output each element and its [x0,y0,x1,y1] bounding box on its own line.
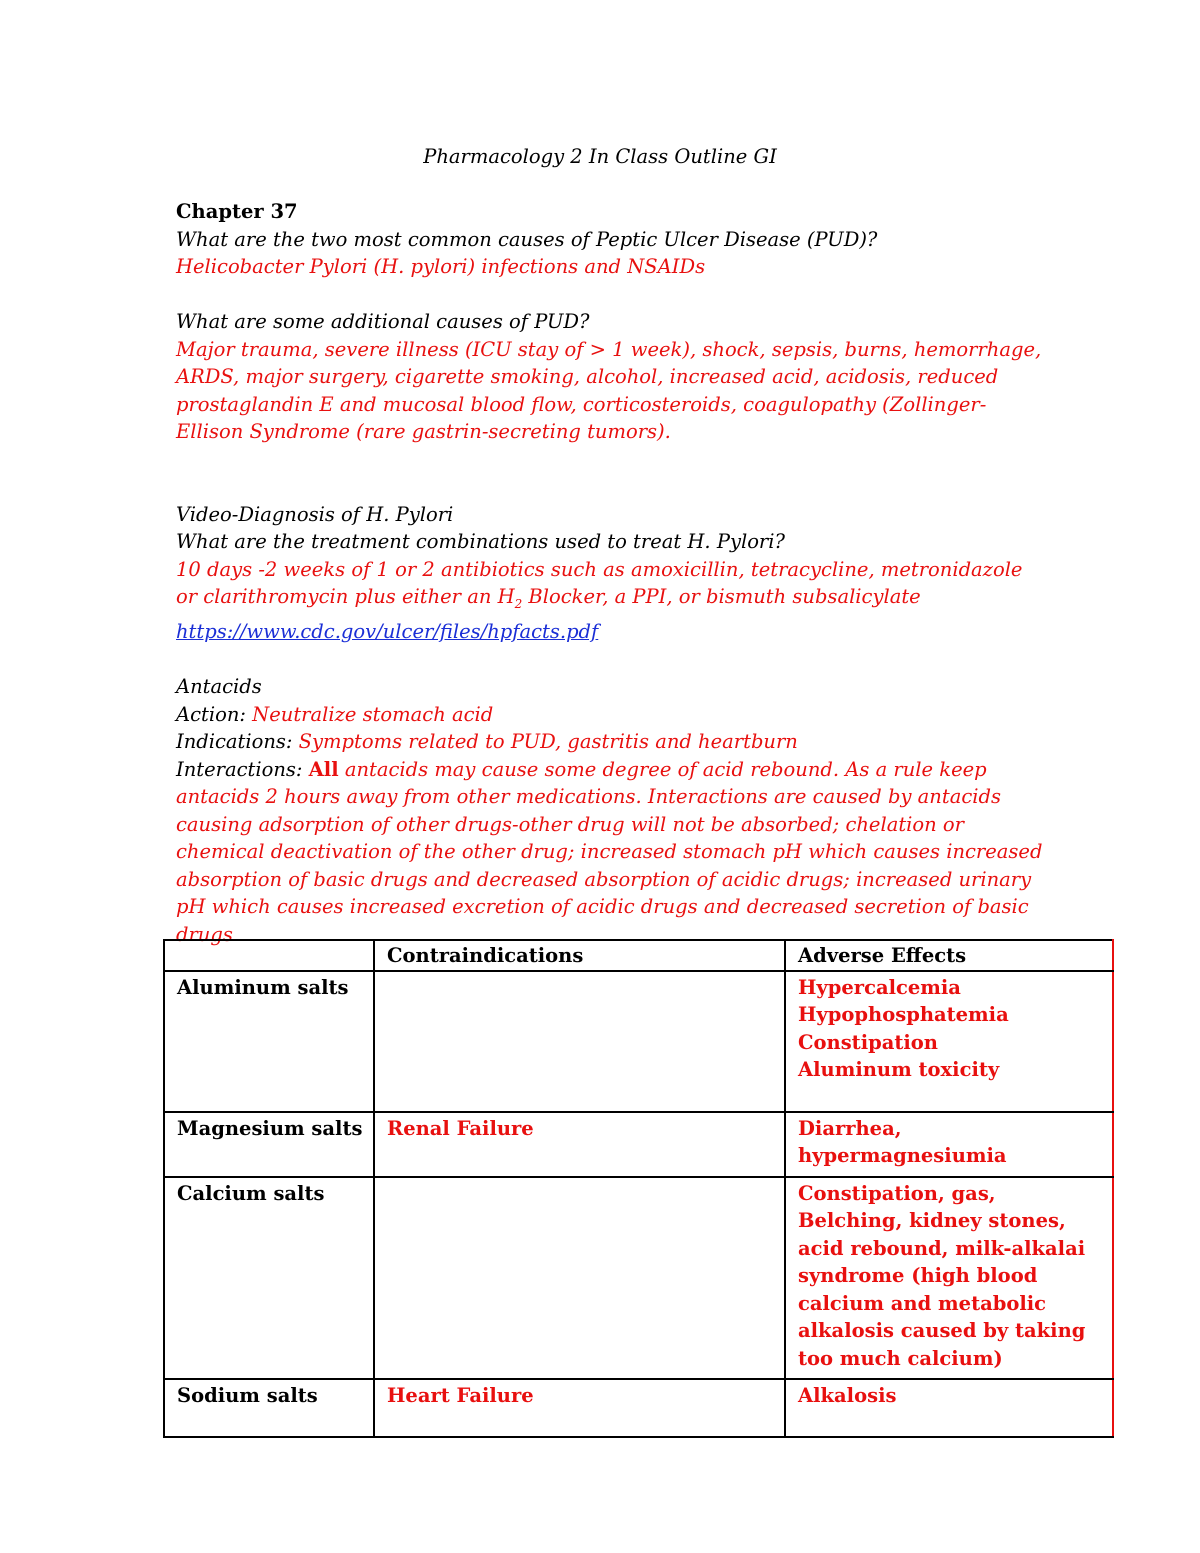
adverse-effects: Diarrhea, hypermagnesiumia [785,1112,1113,1177]
answer-additional-causes-line: Ellison Syndrome (rare gastrin-secreting tumors). [176,420,671,443]
interactions-line: causing adsorption of other drugs-other drug will not be absorbed; chelation or [176,812,964,836]
antacids-indications: Indications: Symptoms related to PUD, gastritis and heartburn [176,730,798,754]
table-header-row [164,940,1113,971]
table-row [164,1379,1113,1437]
chapter-heading: Chapter 37 [176,200,298,223]
drug-name: Aluminum salts [164,971,374,1112]
cdc-link-line [176,618,1116,646]
interactions-line: pH which causes increased excretion of acidic drugs and decreased secretion of basic [176,895,1029,919]
adverse-effects: Constipation, gas, Belching, kidney stones, acid rebound, milk-alkalai syndrome (high blood calcium and metabolic alkalosis caused by taking too much calcium) [785,1177,1113,1380]
question-treatment: What are the treatment combinations used to treat H. Pylori? [176,530,785,553]
cdc-link[interactable]: https://www.cdc.gov/ulcer/files/hpfacts.pdf [176,620,599,644]
adverse-effects: Alkalosis [785,1379,1113,1437]
antacids-table [163,939,1114,1438]
table-row [164,1112,1113,1177]
answer-treatment-line: 10 days -2 weeks of 1 or 2 antibiotics such as amoxicillin, tetracycline, metronidazole [176,557,1023,581]
antacids-heading: Antacids [176,675,262,699]
table-row [164,1177,1113,1380]
drug-name: Sodium salts [164,1379,374,1437]
interactions-line: chemical deactivation of the other drug; increased stomach pH which causes increased [176,840,1043,864]
question-pud-causes: What are the two most common causes of Peptic Ulcer Disease (PUD)? [176,227,878,251]
contraindication: Heart Failure [374,1379,785,1437]
question-additional-causes: What are some additional causes of PUD? [176,310,590,333]
video-heading: Video-Diagnosis of H. Pylori [176,502,454,526]
page-title: Pharmacology 2 In Class Outline GI [423,145,777,168]
answer-additional-causes-line: Major trauma, severe illness (ICU stay of > 1 week), shock, sepsis, burns, hemorrhage, [176,337,1042,361]
answer-pud-causes: Helicobacter Pylori (H. pylori) infections and NSAIDs [176,255,706,278]
header-cell-empty [164,940,374,971]
contraindication [374,971,785,1112]
drug-name: Calcium salts [164,1177,374,1380]
header-adverse-effects: Adverse Effects [785,940,1113,971]
answer-additional-causes-line: ARDS, major surgery, cigarette smoking, alcohol, increased acid, acidosis, reduced [176,365,999,388]
contraindication [374,1177,785,1380]
answer-additional-causes-line: prostaglandin E and mucosal blood flow, corticosteroids, coagulopathy (Zollinger- [176,392,987,416]
table-row [164,971,1113,1112]
antacids-interactions: Interactions: All antacids may cause some degree of acid rebound. As a rule keep [176,757,987,781]
answer-treatment-line: or clarithromycin plus either an $H_2$ Blocker, a PPI, or bismuth subsalicylate [176,585,921,611]
interactions-line: absorption of basic drugs and decreased absorption of acidic drugs; increased urinary [176,867,1032,891]
interactions-line: antacids 2 hours away from other medications. Interactions are caused by antacids [176,785,1001,809]
header-contraindications: Contraindications [374,940,785,971]
adverse-effects: Hypercalcemia Hypophosphatemia Constipation Aluminum toxicity [785,971,1113,1112]
contraindication: Renal Failure [374,1112,785,1177]
antacids-action: Action: Neutralize stomach acid [176,702,494,726]
document-body [176,143,1116,948]
interactions-line: drugs [176,922,233,946]
drug-name: Magnesium salts [164,1112,374,1177]
